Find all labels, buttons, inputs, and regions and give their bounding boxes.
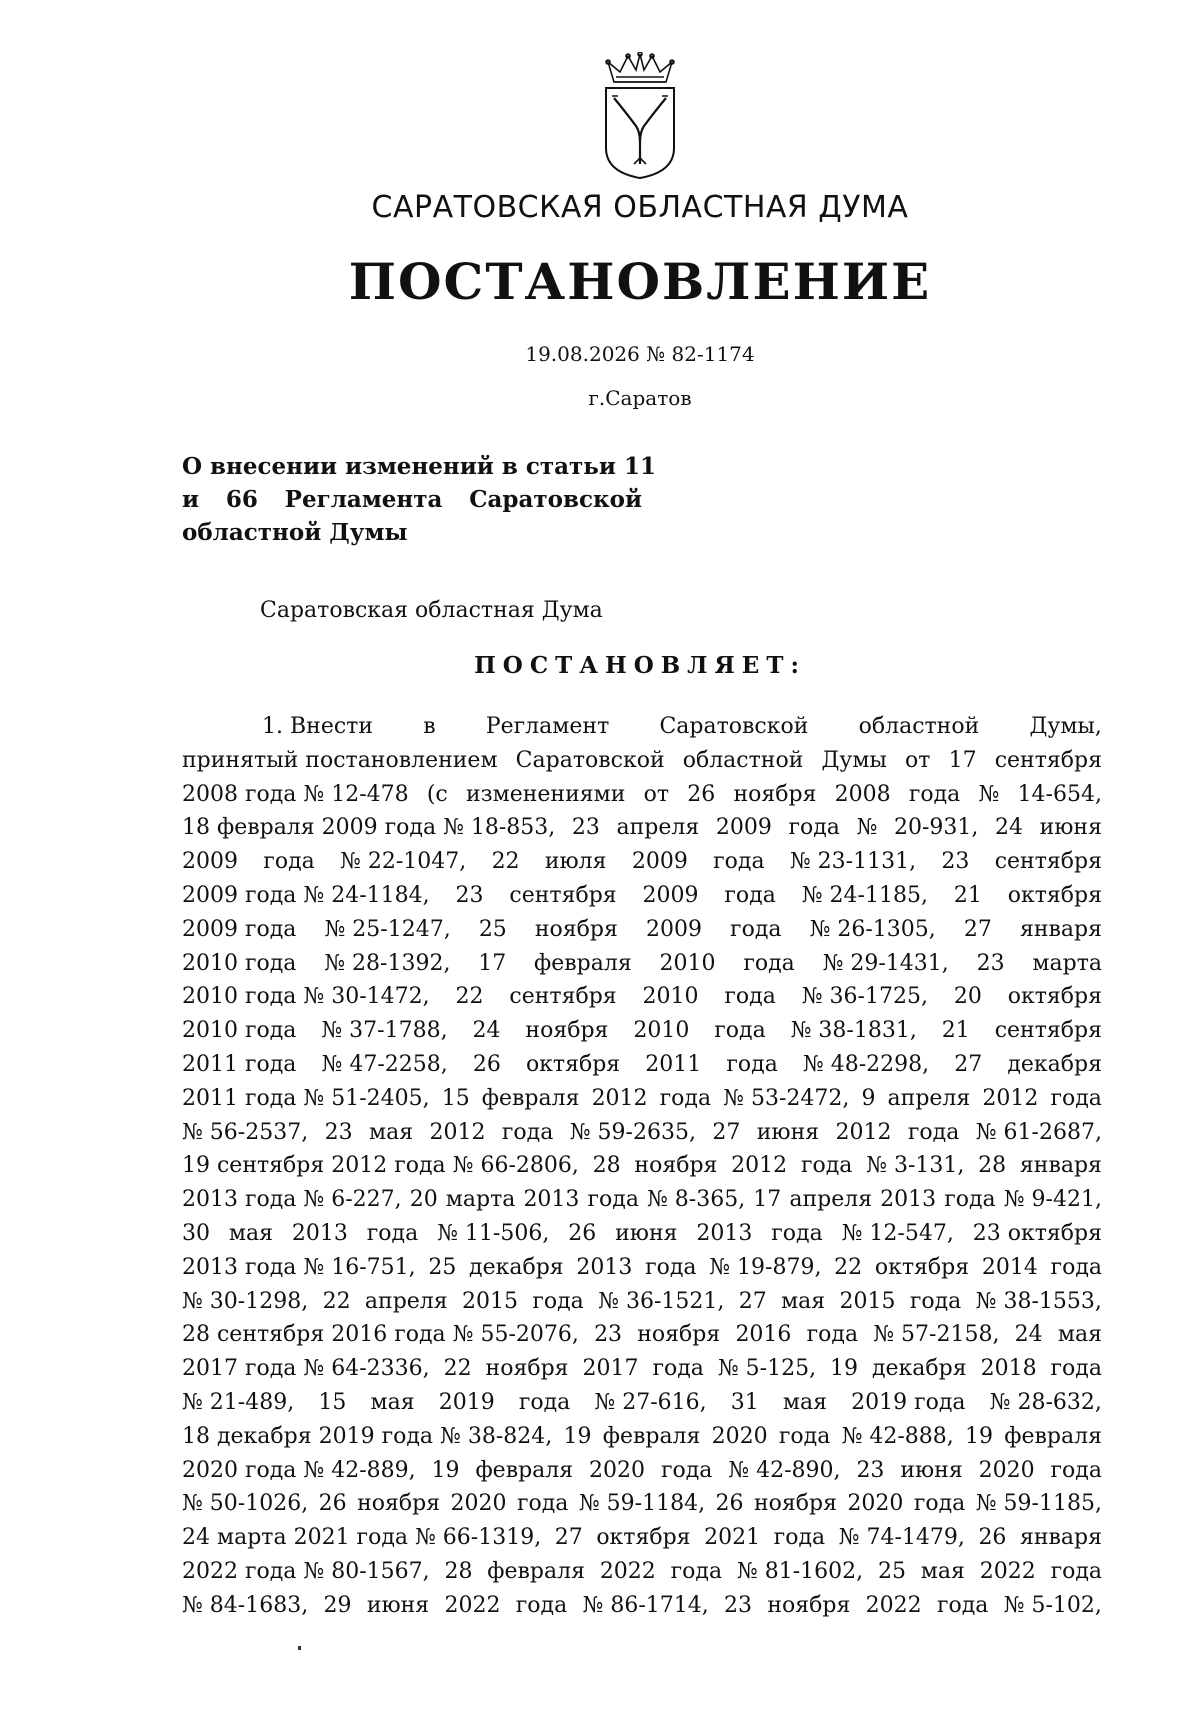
paragraph-word: 19 сентября 2012 года № 66-2806, [182, 1153, 579, 1179]
paragraph-word: мая [370, 1389, 415, 1415]
paragraph-word: года [366, 1220, 419, 1246]
paragraph-word: ноября [733, 781, 817, 807]
paragraph-word: апреля [887, 1085, 971, 1111]
paragraph-word: № [856, 815, 878, 841]
paragraph-word: 18 декабря 2019 года № 38-824, [182, 1423, 553, 1449]
paragraph-word: 22 [455, 984, 484, 1010]
paragraph-word: 19 [830, 1356, 859, 1382]
paragraph-word: 15 [441, 1085, 470, 1111]
paragraph-word: № 36-1521, [598, 1288, 725, 1314]
paragraph-word: № 5-102, [1003, 1592, 1102, 1618]
paragraph-word: 2012 [591, 1085, 648, 1111]
paragraph-word: 17 [753, 1187, 782, 1213]
paragraph-word: 23 [724, 1592, 753, 1618]
paragraph-word: сентября [994, 747, 1102, 773]
paragraph-word: года [670, 1558, 723, 1584]
paragraph-word: июня [615, 1220, 678, 1246]
paragraph-word: 25 [428, 1254, 457, 1280]
paragraph-word: 2010 года № 30-1472, [182, 984, 430, 1010]
paragraph-word: 28 [592, 1153, 621, 1179]
paragraph-word: № 28-632, [989, 1389, 1102, 1415]
paragraph-word: 2011 года [182, 1051, 297, 1077]
paragraph-word: года [515, 1592, 568, 1618]
paragraph-word: № 29-1431, [822, 950, 949, 976]
paragraph-word: № 9-421, [1003, 1187, 1102, 1213]
paragraph-word: областной [682, 747, 804, 773]
paragraph-word: года [743, 950, 795, 976]
paragraph-word: ноября [637, 1322, 721, 1348]
paragraph-word: 2020 [711, 1423, 768, 1449]
paragraph-word: января [1019, 1153, 1102, 1179]
paragraph-word: 23 [941, 849, 970, 875]
city-label: г.Саратов [588, 386, 692, 410]
paragraph-word: 27 [963, 916, 992, 942]
paragraph-word: 9 [861, 1085, 876, 1111]
paragraph-word: февраля [534, 950, 632, 976]
saratov-coat-of-arms-icon [598, 52, 682, 180]
organization-name: САРАТОВСКАЯ ОБЛАСТНАЯ ДУМА [371, 190, 909, 225]
paragraph-word: 2008 [834, 781, 891, 807]
paragraph-word: № 19-879, [709, 1254, 822, 1280]
paragraph-word: 19 [431, 1457, 460, 1483]
paragraph-word: 2009 [645, 916, 702, 942]
paragraph-line [182, 1183, 1102, 1217]
paragraph-line [182, 1285, 1102, 1319]
paragraph-word: Думы [821, 747, 887, 773]
paragraph-word: 2016 [735, 1322, 792, 1348]
paragraph-word: апреля [616, 815, 700, 841]
paragraph-word: № 24-1185, [801, 882, 928, 908]
paragraph-word: года [909, 1288, 962, 1314]
paragraph-word: 22 [322, 1288, 351, 1314]
paragraph-word: года [263, 849, 315, 875]
paragraph-line [182, 744, 1102, 778]
paragraph-line [182, 1318, 1102, 1352]
paragraph-line [182, 879, 1102, 913]
paragraph-word: № 59-2635, [569, 1119, 696, 1145]
decree-word: ПОСТАНОВЛЯЕТ: [474, 652, 806, 679]
paragraph-word: 2020 [847, 1491, 904, 1517]
paragraph-word: 27 [712, 1119, 741, 1145]
paragraph-word: 28 сентября 2016 года № 55-2076, [182, 1322, 579, 1348]
paragraph-word: 24 марта 2021 года № 66-1319, [182, 1525, 542, 1551]
paragraph-word: года [1050, 1457, 1102, 1483]
subject-word: и [182, 486, 200, 513]
paragraph-word: 2011 года № 51-2405, [182, 1085, 430, 1111]
document-type-title: ПОСТАНОВЛЕНИЕ [348, 252, 932, 311]
paragraph-word: 23 [455, 882, 484, 908]
paragraph-word: № 11-506, [437, 1220, 550, 1246]
paragraph-word: февраля [475, 1457, 574, 1483]
paragraph-word: 2009 [642, 882, 699, 908]
paragraph-word: № 3-131, [866, 1153, 965, 1179]
paragraph-line [182, 1014, 1102, 1048]
paragraph-word: 1. Внести [262, 714, 373, 739]
paragraph-word: 2010 года [182, 950, 297, 976]
paragraph-word: 2012 [835, 1119, 892, 1145]
paragraph-word: 15 [318, 1389, 347, 1415]
paragraph-word: 2009 года [182, 916, 297, 942]
paragraph-word: № 36-1725, [801, 984, 928, 1010]
paragraph-word: года [713, 849, 765, 875]
paragraph-line [182, 1352, 1102, 1386]
subject-line-3: областной Думы [182, 519, 408, 546]
paragraph-word: 24 [1014, 1322, 1043, 1348]
paragraph-word: года [944, 1187, 996, 1213]
paragraph-word: февраля [487, 1558, 585, 1584]
paragraph-word: 23 [976, 950, 1005, 976]
paragraph-word: января [1019, 1525, 1102, 1551]
paragraph-word: 29 [323, 1592, 352, 1618]
paragraph-word: октября [525, 1051, 621, 1077]
paragraph-word: 28 [444, 1558, 473, 1584]
paragraph-word: апреля [364, 1288, 448, 1314]
paragraph-word: 26 [568, 1220, 597, 1246]
paragraph-line [182, 811, 1102, 845]
paragraph-word: № 27-616, [594, 1389, 707, 1415]
paragraph-word: 2011 [645, 1051, 702, 1077]
paragraph-word: 2017 [582, 1356, 639, 1382]
paragraph-word: № 42-888, [841, 1423, 954, 1449]
paragraph-word: октября [1007, 882, 1102, 908]
paragraph-word: сентября [994, 1018, 1102, 1044]
paragraph-word: 21 [941, 1018, 970, 1044]
paragraph-word: принятый постановлением [182, 747, 498, 773]
paragraph-line [182, 1149, 1102, 1183]
paragraph-word: 23 [324, 1119, 353, 1145]
paragraph-word: 2017 года № 64-2336, [182, 1356, 430, 1382]
paragraph-word: (с [426, 781, 448, 807]
paragraph-word: 17 [478, 950, 507, 976]
paragraph-word: Регламент [485, 714, 610, 739]
paragraph-word: 2012 [429, 1119, 486, 1145]
paragraph-word: областной [858, 714, 980, 739]
paragraph-word: года [726, 1051, 778, 1077]
paragraph-word: 2009 [631, 849, 688, 875]
paragraph-word: 2022 года № 80-1567, [182, 1558, 430, 1584]
paragraph-line [182, 1251, 1102, 1285]
paragraph-word: года [788, 815, 840, 841]
paragraph-word: мая [781, 1288, 826, 1314]
paragraph-line [182, 1521, 1102, 1555]
paragraph-word: № 86-1714, [582, 1592, 709, 1618]
paragraph-word: 2010 года [182, 1018, 297, 1044]
paragraph-word: 2013 [523, 1187, 580, 1213]
paragraph-word: года [1050, 1085, 1102, 1111]
paragraph-word: ноября [767, 1592, 851, 1618]
paragraph-line [182, 710, 1102, 744]
paragraph-word: года [1050, 1254, 1102, 1280]
paragraph-word: № 59-1185, [975, 1491, 1102, 1517]
paragraph-word: 2019 [438, 1389, 495, 1415]
paragraph-line [182, 947, 1102, 981]
paragraph-word: ноября [485, 1356, 569, 1382]
paragraph-word: № 59-1184, [578, 1491, 706, 1517]
paragraph-word: 22 [443, 1356, 472, 1382]
paragraph-word: 2009 [715, 815, 772, 841]
paragraph-word: 2022 [979, 1558, 1036, 1584]
paragraph-word: мая [920, 1558, 965, 1584]
paragraph-word: № 25-1247, [324, 916, 451, 942]
paragraph-word: 2022 [599, 1558, 656, 1584]
paragraph-word: 2020 [450, 1491, 507, 1517]
paragraph-word: Саратовской [659, 714, 809, 739]
paragraph-line [182, 1116, 1102, 1150]
paragraph-word: № [978, 781, 1000, 807]
paragraph-word: октября [596, 1525, 691, 1551]
paragraph-word: 2010 [642, 984, 699, 1010]
paragraph-line [182, 778, 1102, 812]
paragraph-word: 23 [571, 815, 600, 841]
paragraph-word: № 21-489, [182, 1389, 295, 1415]
paragraph-word: февраля [602, 1423, 701, 1449]
subject-line-1: О внесении изменений в статьи 11 [182, 453, 656, 480]
date-and-number: 19.08.2026 № 82-1174 [525, 342, 755, 366]
paragraph-word: 2020 [978, 1457, 1035, 1483]
paragraph-word: мая [782, 1389, 827, 1415]
paragraph-word: № 38-1831, [790, 1018, 917, 1044]
paragraph-word: 2021 [704, 1525, 761, 1551]
paragraph-word: 2020 года № 42-889, [182, 1457, 416, 1483]
paragraph-word: 2009 [182, 849, 238, 875]
paragraph-word: декабря [469, 1254, 564, 1280]
paragraph-word: в [423, 714, 436, 739]
paragraph-word: 2020 [589, 1457, 646, 1483]
paragraph-word: № 38-1553, [975, 1288, 1102, 1314]
paragraph-word: № 8-365, [647, 1187, 746, 1213]
paragraph-word: 24 [995, 815, 1023, 841]
paragraph-word: 2018 [980, 1356, 1037, 1382]
paragraph-word: 2009 года № 24-1184, [182, 882, 430, 908]
paragraph-word: сентября [994, 849, 1102, 875]
paragraph-word: мая [1057, 1322, 1102, 1348]
paragraph-word: года [518, 1389, 571, 1415]
paragraph-word: 23 [594, 1322, 623, 1348]
paragraph-word: мая [228, 1220, 273, 1246]
subject-word: Саратовской [469, 486, 642, 513]
paragraph-word: года [778, 1423, 831, 1449]
paragraph-word: года [652, 1356, 704, 1382]
paragraph-word: 18 февраля 2009 года № 18-853, [182, 815, 556, 841]
paragraph-word: 2013 года № 6-227, [182, 1187, 402, 1213]
paragraph-word: ноября [525, 1018, 609, 1044]
paragraph-word: года [660, 1457, 713, 1483]
paragraph-word: года [659, 1085, 712, 1111]
paragraph-word: от [905, 747, 931, 773]
paragraph-word: 2015 [839, 1288, 896, 1314]
paragraph-word: марта [445, 1187, 516, 1213]
paragraph-word: 27 [738, 1288, 767, 1314]
paragraph-word: года [936, 1592, 989, 1618]
paragraph-word: изменениями [465, 781, 626, 807]
paragraph-line [182, 845, 1102, 879]
paragraph-word: 19 [563, 1423, 592, 1449]
paragraph-word: № 53-2472, [723, 1085, 850, 1111]
paragraph-word: года [724, 882, 776, 908]
paragraph-word: № 37-1788, [321, 1018, 448, 1044]
issuer-name: Саратовская областная Дума [260, 598, 603, 623]
paragraph-word: 17 [948, 747, 977, 773]
paragraph-word: года [773, 1525, 826, 1551]
paragraph-word: от [643, 781, 670, 807]
paragraph-word: 26 [978, 1525, 1007, 1551]
paragraph-word: № 28-1392, [324, 950, 451, 976]
paragraph-word: 2012 [982, 1085, 1039, 1111]
paragraph-line [182, 1555, 1102, 1589]
paragraph-word: года [806, 1322, 859, 1348]
paragraph-word: года [1050, 1356, 1102, 1382]
paragraph-word: 2013 [696, 1220, 753, 1246]
paragraph-word: 2013 [291, 1220, 348, 1246]
paragraph-word: июня [756, 1119, 820, 1145]
paragraph-word: 20 [953, 984, 982, 1010]
paragraph-word: № 74-1479, [838, 1525, 965, 1551]
paragraph-word: 26 [715, 1491, 744, 1517]
paragraph-line [182, 980, 1102, 1014]
paragraph-word: № 23-1131, [789, 849, 917, 875]
subject-line-2 [182, 483, 642, 516]
paragraph-line [182, 1217, 1102, 1251]
paragraph-word: года [516, 1491, 569, 1517]
paragraph-word: года [908, 781, 961, 807]
paragraph-word: Саратовской [515, 747, 665, 773]
paragraph-word: № 47-2258, [321, 1051, 448, 1077]
paragraph-line [182, 1386, 1102, 1420]
paragraph-word: апреля [789, 1187, 873, 1213]
paragraph-word: 14-654, [1017, 781, 1102, 807]
paragraph-word: 2013 [576, 1254, 633, 1280]
paragraph-word: года [800, 1153, 853, 1179]
paragraph-word: № 84-1683, [182, 1592, 309, 1618]
scan-speck [298, 1646, 301, 1650]
paragraph-word: № 22-1047, [340, 849, 467, 875]
paragraph-word: сентября [509, 984, 617, 1010]
paragraph-word: года [730, 916, 782, 942]
paragraph-word: № 56-2537, [182, 1119, 309, 1145]
paragraph-word: 2008 года № 12-478 [182, 781, 409, 807]
paragraph-word: 25 [877, 1558, 906, 1584]
paragraph-word: № 42-890, [728, 1457, 841, 1483]
paragraph-word: ноября [357, 1491, 441, 1517]
paragraph-word: ноября [753, 1491, 837, 1517]
paragraph-word: июня [900, 1457, 963, 1483]
subject-word: Регламента [284, 486, 443, 513]
paragraph-word: 19 [965, 1423, 994, 1449]
paragraph-word: сентября [509, 882, 617, 908]
paragraph-word: 23 [856, 1457, 885, 1483]
paragraph-word: 2014 [981, 1254, 1038, 1280]
paragraph-word: марта [1032, 950, 1102, 976]
paragraph-word: ноября [634, 1153, 718, 1179]
paragraph-word: № 5-125, [717, 1356, 817, 1382]
paragraph-word: № 12-547, [841, 1220, 954, 1246]
paragraph-word: 2013 [880, 1187, 937, 1213]
paragraph-word: 27 [954, 1051, 983, 1077]
paragraph-word: 22 [491, 849, 520, 875]
paragraph-word: февраля [481, 1085, 580, 1111]
paragraph-word: 25 [478, 916, 507, 942]
paragraph-word: 22 [834, 1254, 863, 1280]
paragraph-word: № 57-2158, [873, 1322, 1000, 1348]
paragraph-word: года [771, 1220, 823, 1246]
paragraph-word: ноября [534, 916, 618, 942]
paragraph-word: июня [366, 1592, 430, 1618]
paragraph-word: 26 [472, 1051, 501, 1077]
paragraph-word: № 61-2687, [975, 1119, 1102, 1145]
paragraph-word: февраля [1004, 1423, 1102, 1449]
paragraph-word: 2022 [865, 1592, 922, 1618]
paragraph-word: года [907, 1119, 960, 1145]
paragraph-word: 2019 года [851, 1389, 966, 1415]
paragraph-line [182, 1048, 1102, 1082]
paragraph-word: 20-931, [893, 815, 979, 841]
subject-word: 66 [225, 486, 258, 513]
paragraph-word: года [724, 984, 776, 1010]
main-paragraph [182, 710, 1102, 1623]
paragraph-word: 2010 [659, 950, 716, 976]
paragraph-word: 24 [472, 1018, 501, 1044]
paragraph-word: года [587, 1187, 639, 1213]
paragraph-word: года [532, 1288, 584, 1314]
paragraph-word: 20 [409, 1187, 438, 1213]
paragraph-word: 26 [318, 1491, 347, 1517]
paragraph-word: июня [1039, 815, 1102, 841]
paragraph-word: № 26-1305, [809, 916, 936, 942]
paragraph-word: года [645, 1254, 697, 1280]
paragraph-word: № 48-2298, [802, 1051, 930, 1077]
paragraph-word: Думы, [1029, 714, 1102, 739]
paragraph-word: мая [369, 1119, 414, 1145]
paragraph-word: 26 [687, 781, 716, 807]
paragraph-word: октября [1007, 984, 1102, 1010]
paragraph-word: 2010 [633, 1018, 690, 1044]
paragraph-word: декабря [1007, 1051, 1102, 1077]
paragraph-line [182, 1420, 1102, 1454]
paragraph-word: 31 [730, 1389, 759, 1415]
document-subject [182, 450, 656, 549]
paragraph-word: 30 [182, 1220, 210, 1246]
paragraph-word: 27 [554, 1525, 583, 1551]
paragraph-word: 2015 [462, 1288, 519, 1314]
paragraph-word: 2013 года № 16-751, [182, 1254, 416, 1280]
paragraph-word: 28 [978, 1153, 1007, 1179]
paragraph-word: 2022 [444, 1592, 501, 1618]
paragraph-word: 2012 [731, 1153, 788, 1179]
paragraph-line [182, 1487, 1102, 1521]
paragraph-word: января [1019, 916, 1102, 942]
paragraph-word: № 50-1026, [182, 1491, 309, 1517]
paragraph-line [182, 913, 1102, 947]
paragraph-word: 23 октября [972, 1220, 1102, 1246]
paragraph-word: № 30-1298, [182, 1288, 309, 1314]
paragraph-word: июля [544, 849, 607, 875]
paragraph-word: 21 [953, 882, 982, 908]
paragraph-line [182, 1082, 1102, 1116]
paragraph-word: года [714, 1018, 766, 1044]
paragraph-line [182, 1454, 1102, 1488]
paragraph-word: года [501, 1119, 554, 1145]
paragraph-word: года [1050, 1558, 1102, 1584]
paragraph-word: года [913, 1491, 966, 1517]
paragraph-word: № 81-1602, [736, 1558, 864, 1584]
paragraph-line [182, 1589, 1102, 1623]
paragraph-word: октября [874, 1254, 970, 1280]
paragraph-word: декабря [871, 1356, 967, 1382]
